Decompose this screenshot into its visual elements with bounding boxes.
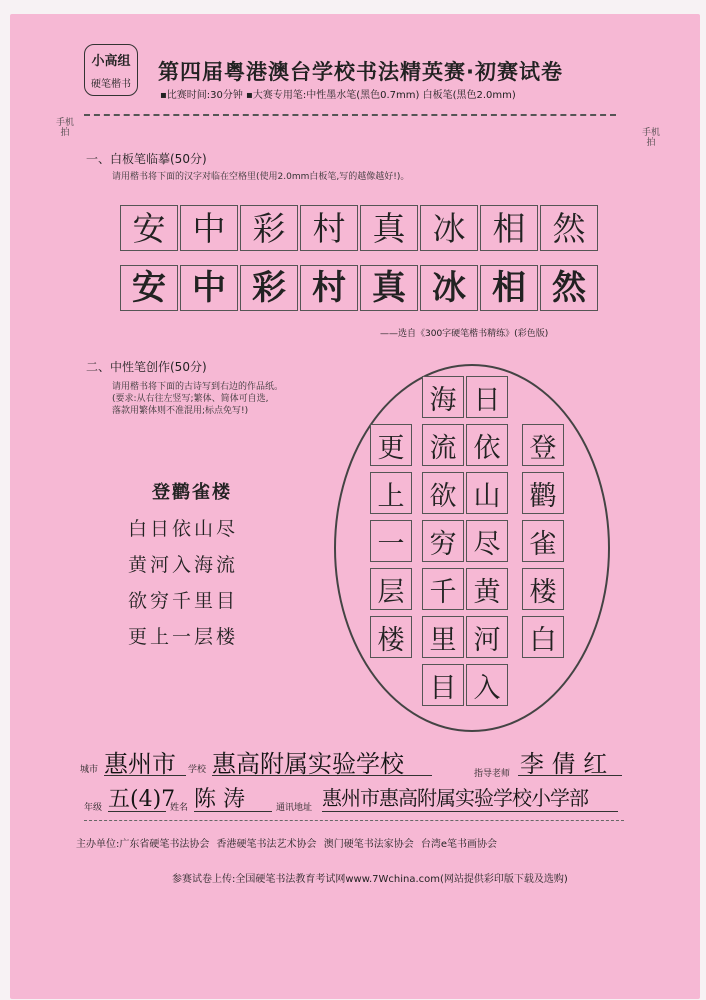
city-underline <box>104 775 186 776</box>
model-char-cell: 冰 <box>420 205 478 251</box>
calligraphy-char-cell: 楼 <box>522 568 564 610</box>
calligraphy-char-cell: 目 <box>422 664 464 706</box>
calligraphy-char-cell: 楼 <box>370 616 412 658</box>
section2-title: 二、中性笔创作(50分) <box>86 360 207 374</box>
upload-note: 参赛试卷上传:全国硬笔书法教育考试网www.7Wchina.com(网站提供彩印版下载及选购) <box>172 874 568 885</box>
copy-char-cell[interactable]: 安 <box>120 265 178 311</box>
calligraphy-char-cell: 登 <box>522 424 564 466</box>
calligraphy-char-cell: 依 <box>466 424 508 466</box>
copy-char-cell[interactable]: 彩 <box>240 265 298 311</box>
model-char-cell: 彩 <box>240 205 298 251</box>
model-char-cell: 安 <box>120 205 178 251</box>
model-char-cell: 真 <box>360 205 418 251</box>
poem-line: 黄河入海流 <box>128 554 239 576</box>
calligraphy-char-cell: 山 <box>466 472 508 514</box>
copy-char-cell[interactable]: 相 <box>480 265 538 311</box>
grade-field[interactable]: 五(4)7 <box>108 787 176 812</box>
group-label: 小高组 <box>91 54 131 69</box>
calligraphy-char-cell: 雀 <box>522 520 564 562</box>
section2-instruction-1: 请用楷书将下面的古诗写到右边的作品纸。 <box>112 382 284 392</box>
source-note: ——选自《300字硬笔楷书精练》(彩色版) <box>380 329 549 339</box>
footer-divider <box>84 820 624 821</box>
model-char-cell: 然 <box>540 205 598 251</box>
calligraphy-char-cell: 更 <box>370 424 412 466</box>
copy-char-cell[interactable]: 真 <box>360 265 418 311</box>
calligraphy-char-cell: 白 <box>522 616 564 658</box>
model-char-cell: 中 <box>180 205 238 251</box>
grade-label: 年级 <box>84 803 103 813</box>
city-label: 城市 <box>80 765 99 775</box>
calligraphy-char-cell: 河 <box>466 616 508 658</box>
address-underline <box>322 811 618 812</box>
model-char-cell: 村 <box>300 205 358 251</box>
grade-underline <box>108 811 166 812</box>
calligraphy-char-cell: 里 <box>422 616 464 658</box>
calligraphy-char-cell: 日 <box>466 376 508 418</box>
teacher-underline <box>518 775 622 776</box>
poem-line: 白日依山尽 <box>128 518 239 540</box>
calligraphy-char-cell: 一 <box>370 520 412 562</box>
group-badge <box>84 44 138 96</box>
calligraphy-char-cell: 入 <box>466 664 508 706</box>
copy-char-cell[interactable]: 中 <box>180 265 238 311</box>
calligraphy-char-cell: 层 <box>370 568 412 610</box>
name-label: 姓名 <box>170 803 189 813</box>
school-underline <box>212 775 432 776</box>
calligraphy-char-cell: 千 <box>422 568 464 610</box>
section1-title: 一、白板笔临摹(50分) <box>86 152 207 166</box>
section1-instruction: 请用楷书将下面的汉字对临在空格里(使用2.0mm白板笔,写的越像越好!)。 <box>112 172 410 182</box>
model-char-cell: 相 <box>480 205 538 251</box>
group-sublabel: 硬笔楷书 <box>91 79 131 90</box>
poem-title: 登鹳雀楼 <box>152 482 232 503</box>
teacher-field[interactable]: 李 倩 红 <box>520 750 608 778</box>
exam-info: ▪比赛时间:30分钟 ▪大赛专用笔:中性墨水笔(黑色0.7mm) 白板笔(黑色2.0mm) <box>160 90 516 101</box>
model-grid <box>120 205 600 251</box>
poem-line: 欲穷千里目 <box>128 590 239 612</box>
section2-instruction-2: (要求:从右往左竖写;繁体、简体可自选, <box>112 394 269 404</box>
city-field[interactable]: 惠州市 <box>104 750 176 778</box>
name-underline <box>194 811 272 812</box>
header-divider <box>84 114 616 116</box>
organizers: 主办单位:广东省硬笔书法协会 香港硬笔书法艺术协会 澳门硬笔书法家协会 台湾e笔书画协会 <box>76 839 498 850</box>
copy-char-cell[interactable]: 村 <box>300 265 358 311</box>
calligraphy-char-cell: 海 <box>422 376 464 418</box>
page-title: 第四届粤港澳台学校书法精英赛·初赛试卷 <box>158 60 563 84</box>
school-field[interactable]: 惠高附属实验学校 <box>212 750 404 778</box>
calligraphy-char-cell: 上 <box>370 472 412 514</box>
calligraphy-char-cell: 黄 <box>466 568 508 610</box>
calligraphy-char-cell: 穷 <box>422 520 464 562</box>
section2-instruction-3: 落款用繁体则不准混用;标点免写!) <box>112 406 249 416</box>
copy-char-cell[interactable]: 冰 <box>420 265 478 311</box>
copy-char-cell[interactable]: 然 <box>540 265 598 311</box>
teacher-label: 指导老师 <box>474 769 511 779</box>
school-label: 学校 <box>188 765 207 775</box>
calligraphy-char-cell: 鹳 <box>522 472 564 514</box>
calligraphy-char-cell: 流 <box>422 424 464 466</box>
name-field[interactable]: 陈 涛 <box>194 787 245 812</box>
poem-line: 更上一层楼 <box>128 626 239 648</box>
address-label: 通讯地址 <box>276 803 313 813</box>
copy-grid <box>120 265 600 311</box>
side-mark-left: 手机拍 <box>55 118 74 138</box>
side-mark-right: 手机拍 <box>641 128 660 148</box>
calligraphy-char-cell: 欲 <box>422 472 464 514</box>
address-field[interactable]: 惠州市惠高附属实验学校小学部 <box>322 786 588 810</box>
calligraphy-char-cell: 尽 <box>466 520 508 562</box>
